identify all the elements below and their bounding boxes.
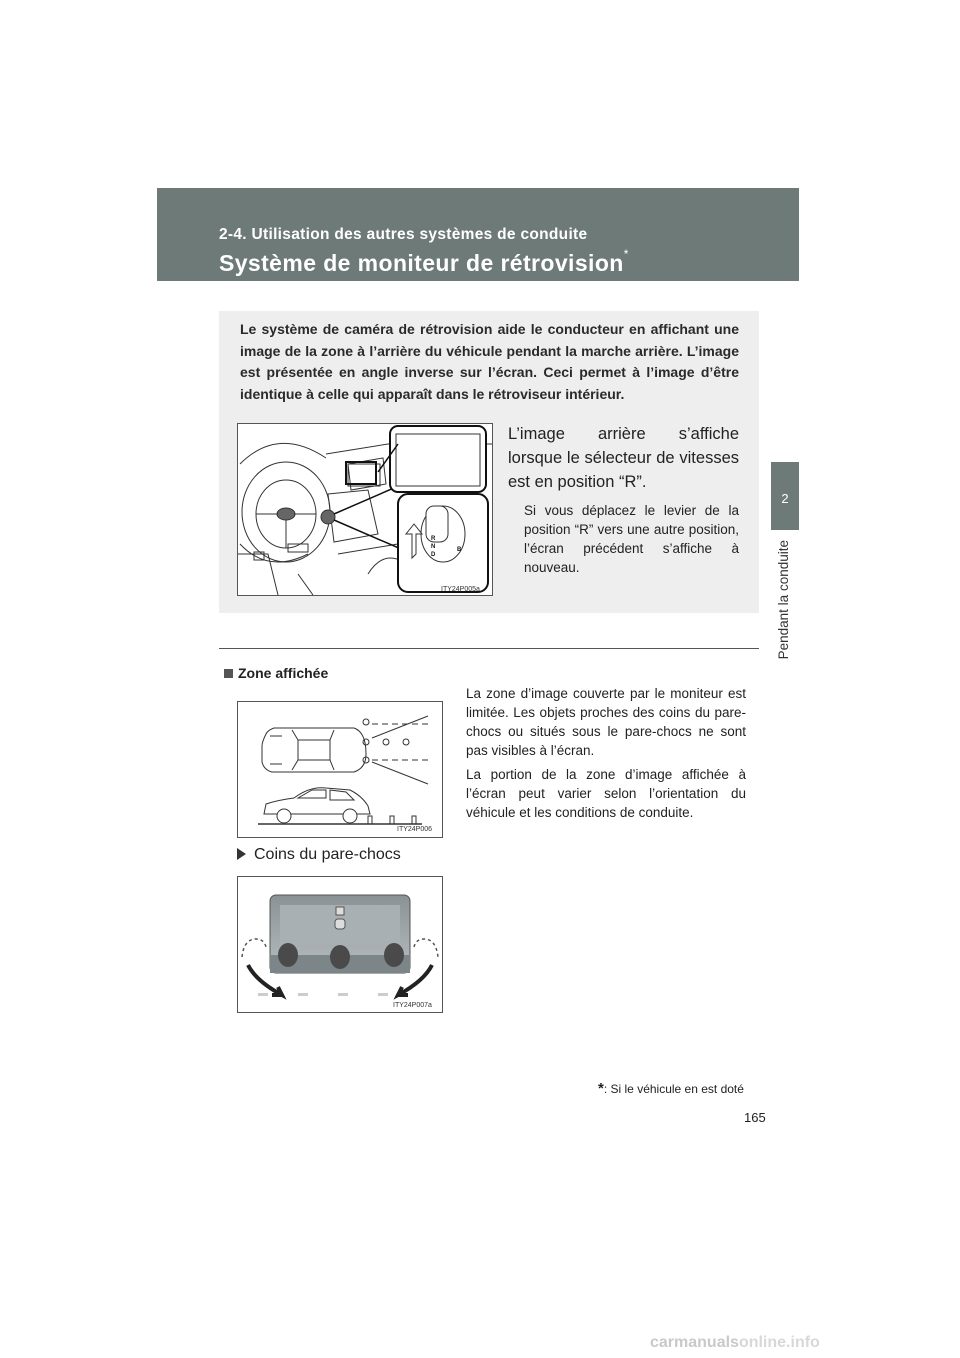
square-bullet-icon (224, 669, 233, 678)
title-asterisk: * (623, 247, 629, 262)
watermark (650, 1334, 820, 1352)
chapter-label: Pendant la conduite (776, 540, 791, 660)
intro-paragraph: Le système de caméra de rétrovision aide le conducteur en affichant une image de la zone à l’arrière du véhicule pendant la marche arrière. L’image est présentée en angle inverse sur l’écran. Ceci permet à l’image d’être identique à celle qui apparaît dans le rétroviseur intérieur. (240, 321, 739, 402)
figure-caption: ITY24P007a (393, 1002, 432, 1009)
rear-image-instruction: L’image arrière s’affiche lorsque le sélecteur de vitesses est en position “R”. (508, 425, 739, 491)
dashboard-illustration (237, 423, 493, 596)
section-divider (219, 648, 759, 649)
footnote (598, 1080, 744, 1097)
shift-letter-b: B (457, 547, 462, 553)
asterisk-icon: * (598, 1080, 604, 1097)
dashboard-drawing (238, 424, 492, 595)
section-label: 2-4. Utilisation des autres systèmes de conduite (219, 226, 588, 243)
display-zone-drawing (238, 702, 442, 837)
bumper-corners-illustration (237, 876, 443, 1013)
page-title (219, 247, 629, 277)
corners-heading (237, 846, 401, 864)
corners-heading-text: Coins du pare-chocs (254, 846, 401, 863)
page-number: 165 (744, 1110, 766, 1125)
shift-letter-n: N (431, 544, 436, 550)
figure-caption: ITY24P006 (397, 826, 433, 833)
watermark-prefix: carmanuals (650, 1334, 739, 1351)
display-zone-illustration (237, 701, 443, 838)
footnote-text: : Si le véhicule en est doté (603, 1082, 744, 1096)
zone-paragraph-2: La portion de la zone d’image affichée à l’écran peut varier selon l’orientation du véhicule et les conditions de conduite. (466, 767, 746, 820)
chapter-number: 2 (781, 491, 789, 506)
shift-letter-d: D (431, 552, 436, 558)
shift-letter-r: R (431, 536, 436, 542)
zone-heading (224, 665, 328, 681)
zone-heading-text: Zone affichée (238, 665, 329, 681)
shift-note: Si vous déplacez le levier de la position “R” vers une autre position, l’écran précédent s’affiche à nouveau. (524, 503, 739, 575)
chapter-label-wrap (772, 540, 798, 670)
bumper-corners-drawing (238, 877, 442, 1012)
triangle-bullet-icon (237, 848, 246, 860)
zone-paragraph-1: La zone d’image couverte par le moniteur est limitée. Les objets proches des coins du pare-chocs ou situés sous le pare-chocs ne sont pas visibles à l’écran. (466, 686, 746, 758)
watermark-suffix: online.info (738, 1334, 820, 1351)
page-title-text: Système de moniteur de rétrovision (219, 250, 624, 276)
figure-caption: ITY24P005a (441, 586, 480, 593)
